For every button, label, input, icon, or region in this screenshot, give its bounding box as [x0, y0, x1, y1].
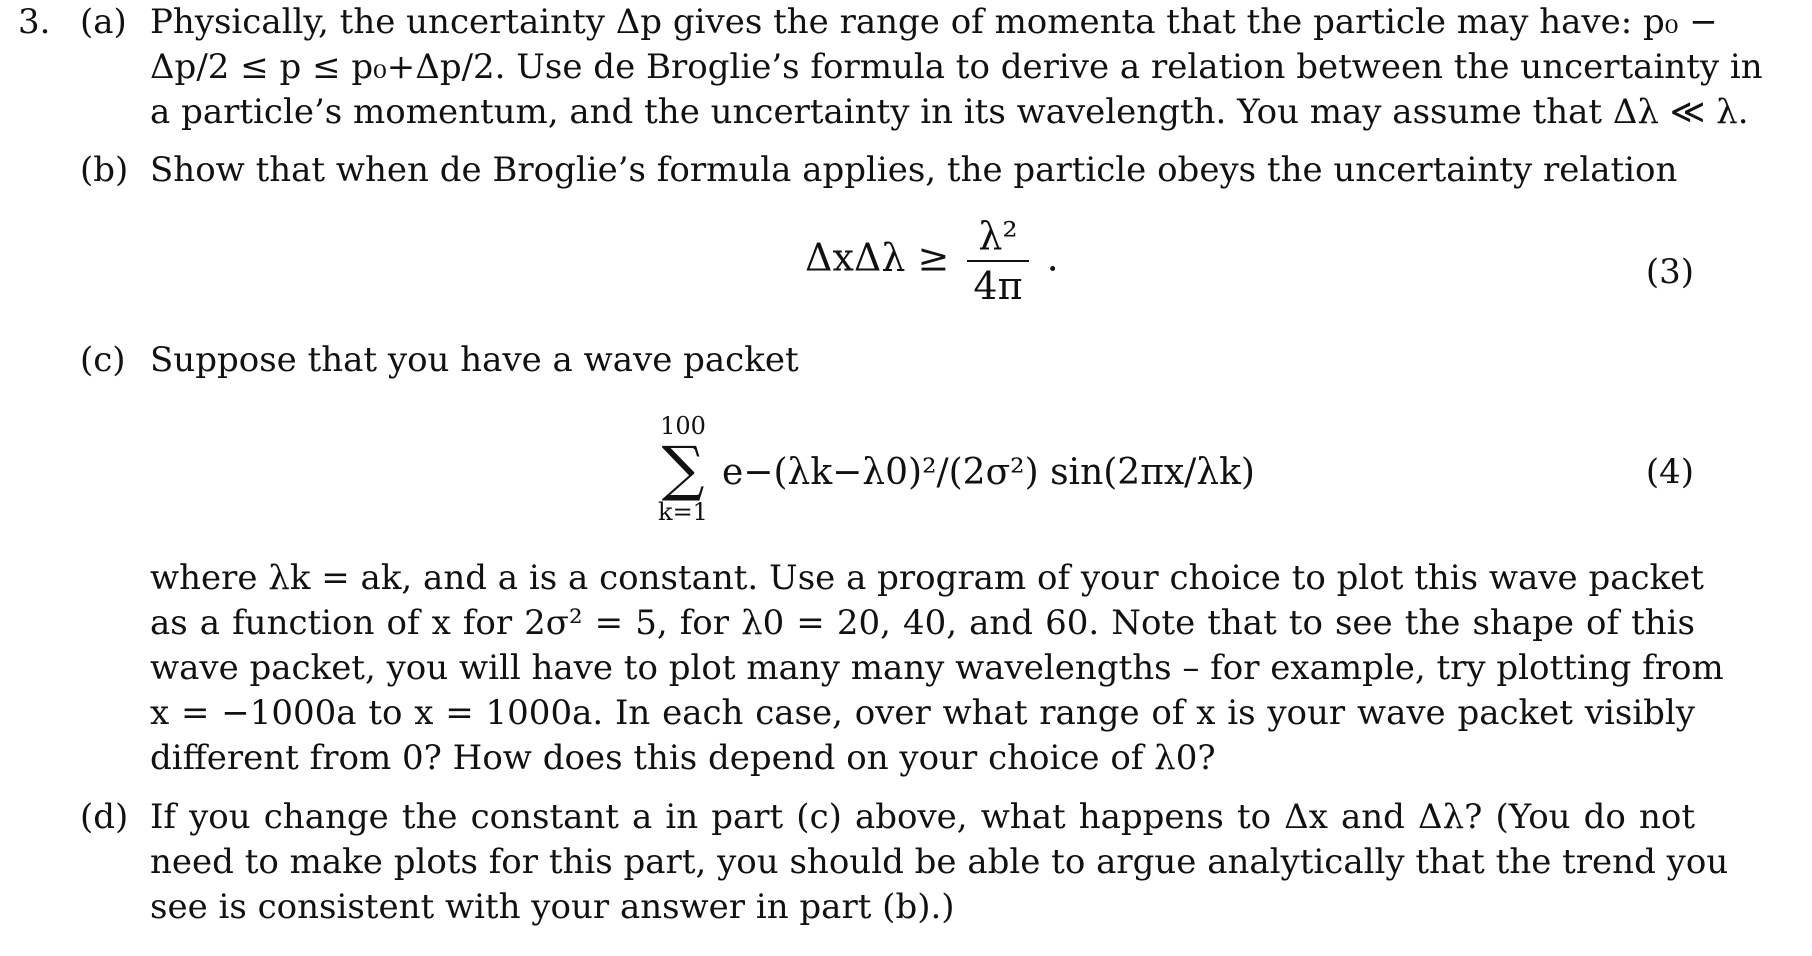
summation-upper: 100 [660, 412, 706, 440]
part-b-label: (b) [80, 150, 129, 190]
summation-lower: k=1 [658, 498, 708, 526]
part-c-line-5: x = −1000a to x = 1000a. In each case, over what range of x is your wave packet visibly [150, 693, 1695, 733]
part-d-label: (d) [80, 797, 129, 837]
summation [648, 412, 718, 526]
equation-3-trail: . [1046, 235, 1059, 280]
part-a-line-3: a particle’s momentum, and the uncertainty in its wavelength. You may assume that Δλ ≪ λ. [150, 92, 1749, 132]
part-c-line-1: Suppose that you have a wave packet [150, 340, 799, 380]
part-a-label: (a) [80, 2, 127, 42]
equation-4-tag: (4) [1645, 452, 1694, 492]
sigma-symbol: ∑ [661, 434, 705, 504]
equation-3-denominator: 4π [973, 264, 1023, 308]
part-d-line-1: If you change the constant a in part (c) above, what happens to Δx and Δλ? (You do not [150, 797, 1695, 837]
equation-3-lhs: ΔxΔλ ≥ [805, 235, 950, 280]
part-c-line-6: different from 0? How does this depend on your choice of λ0? [150, 738, 1216, 778]
part-d-line-2: need to make plots for this part, you should be able to argue analytically that the trend you [150, 842, 1729, 882]
equation-3 [805, 212, 1059, 310]
part-c-line-2: where λk = ak, and a is a constant. Use a program of your choice to plot this wave packet [150, 558, 1704, 598]
part-a-line-1: Physically, the uncertainty Δp gives the range of momenta that the particle may have: p₀ − [150, 2, 1718, 42]
part-c-line-4: wave packet, you will have to plot many many wavelengths – for example, try plotting from [150, 648, 1724, 688]
part-d-line-3: see is consistent with your answer in part (b).) [150, 887, 955, 927]
equation-3-numerator: λ² [967, 212, 1028, 262]
summation-body: e−(λk−λ0)²/(2σ²) sin(2πx/λk) [722, 452, 1255, 493]
part-a-line-2: Δp/2 ≤ p ≤ p₀+Δp/2. Use de Broglie’s formula to derive a relation between the uncertainty in [150, 47, 1763, 87]
equation-3-tag: (3) [1645, 252, 1694, 292]
part-c-label: (c) [80, 340, 126, 380]
problem-number: 3. [18, 2, 51, 42]
equation-3-fraction [967, 212, 1028, 310]
part-b-line-1: Show that when de Broglie’s formula applies, the particle obeys the uncertainty relation [150, 150, 1678, 190]
part-c-line-3: as a function of x for 2σ² = 5, for λ0 = 20, 40, and 60. Note that to see the shape of this [150, 603, 1695, 643]
